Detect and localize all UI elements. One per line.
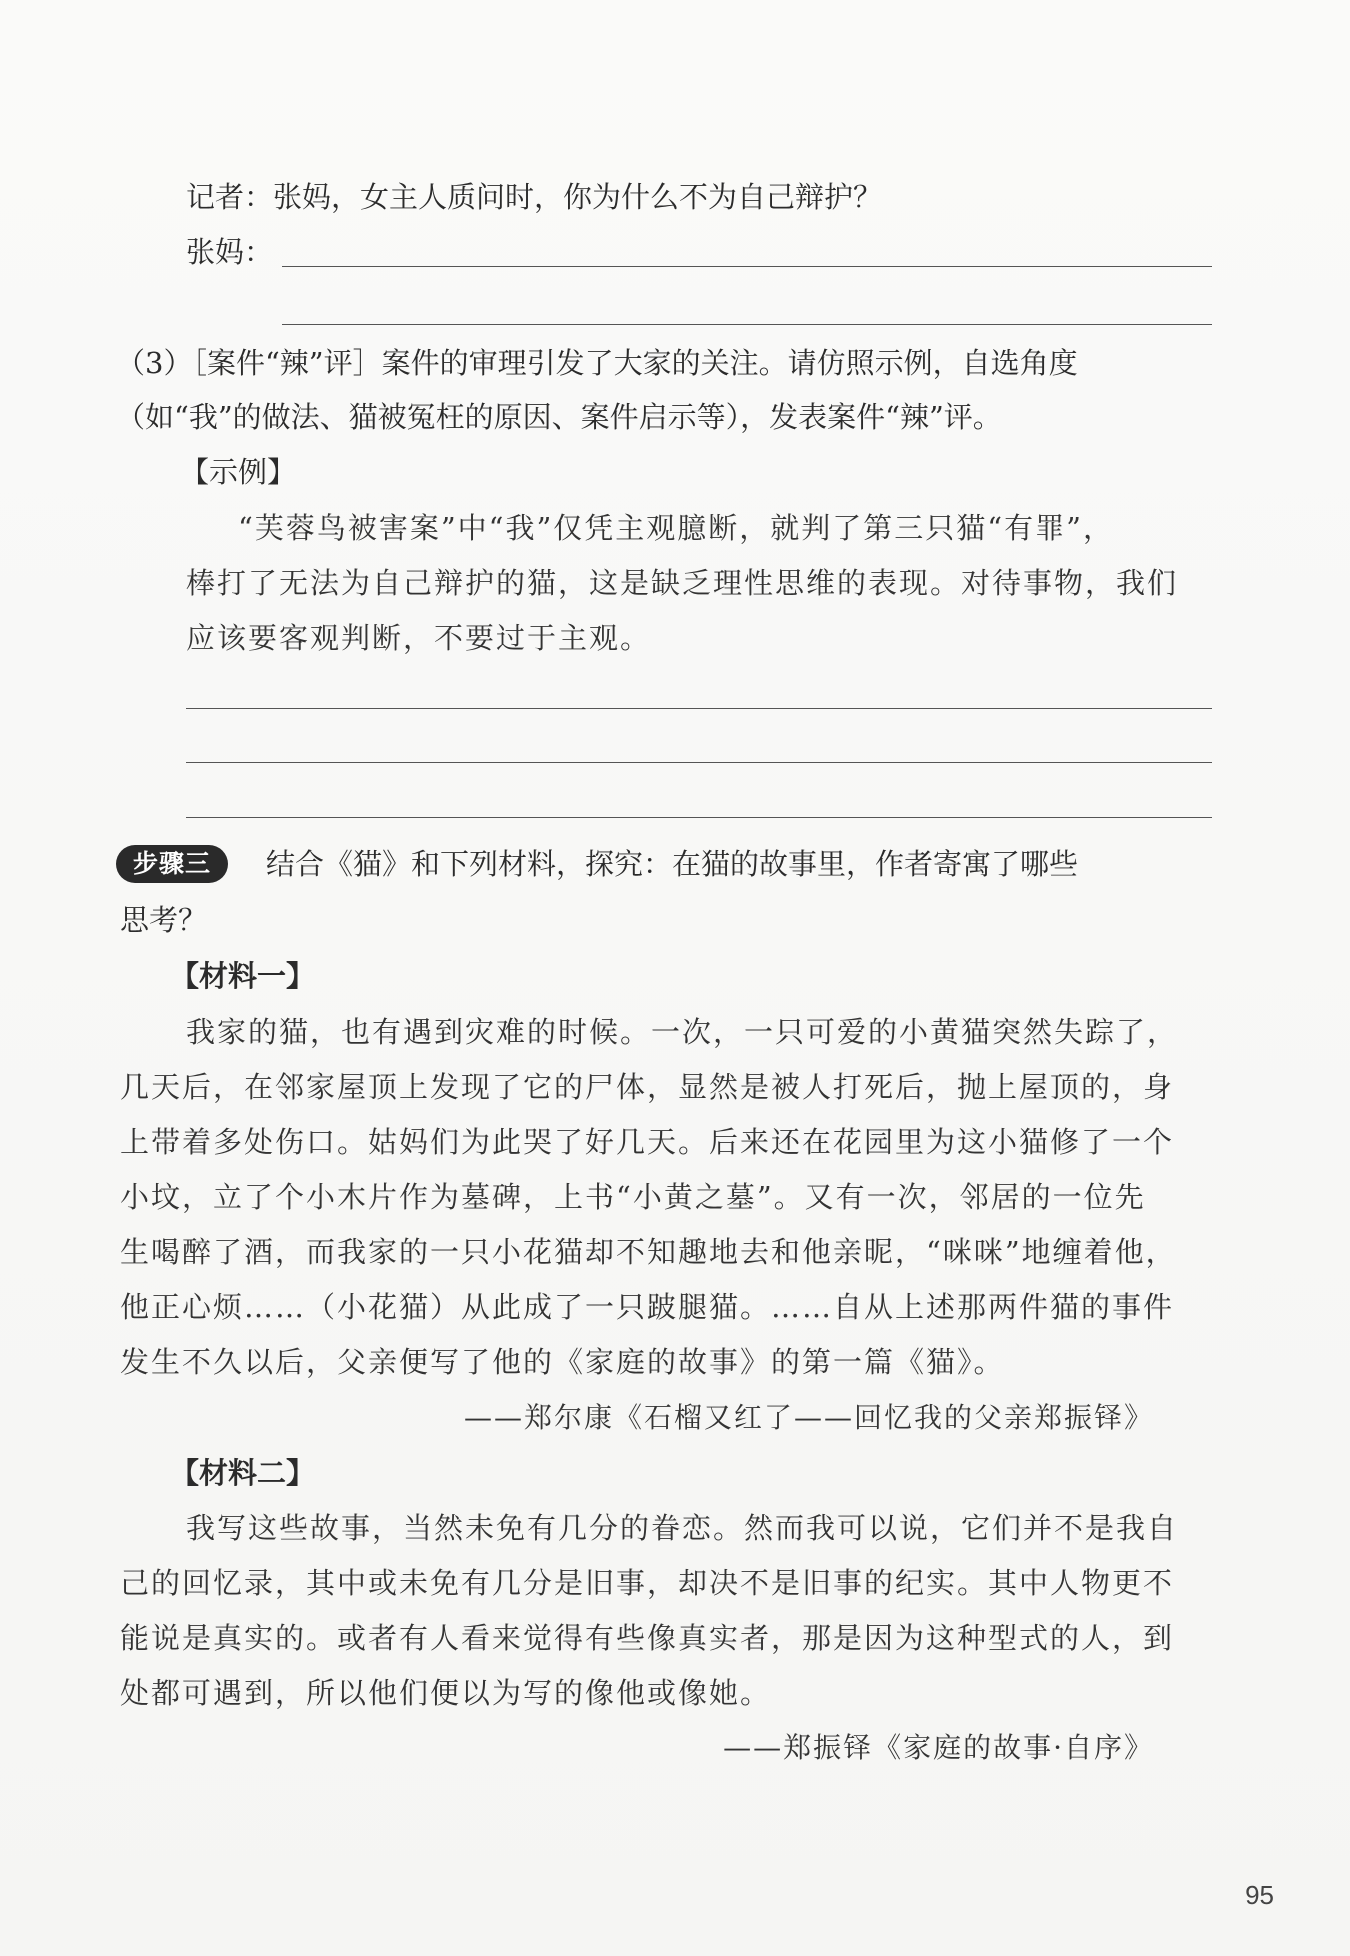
zhangma-label: 张妈： [186, 235, 274, 269]
step3-prompt-line2: 思考？ [120, 903, 208, 937]
material1-line: 发生不久以后，父亲便写了他的《家庭的故事》的第一篇《猫》。 [120, 1345, 1005, 1379]
material2-source: ——郑振铎《家庭的故事·自序》 [723, 1731, 1154, 1764]
material2-line: 处都可遇到，所以他们便以为写的像他或像她。 [120, 1676, 772, 1710]
material1-line: 生喝醉了酒，而我家的一只小花猫却不知趣地去和他亲昵，“咪咪”地缠着他， [120, 1235, 1177, 1269]
example-text-line: “芙蓉鸟被害案”中“我”仅凭主观臆断，就判了第三只猫“有罪”， [238, 511, 1114, 545]
example-text-line: 应该要客观判断，不要过于主观。 [186, 621, 652, 655]
material2-label: 【材料二】 [170, 1456, 316, 1490]
example-label: 【示例】 [180, 455, 297, 489]
answer-blank-line[interactable] [282, 266, 1212, 267]
material1-line: 小坟，立了个小木片作为墓碑，上书“小黄之墓”。又有一次，邻居的一位先 [120, 1180, 1146, 1214]
material2-line: 己的回忆录，其中或未免有几分是旧事，却决不是旧事的纪实。其中人物更不 [120, 1566, 1175, 1600]
step-three-badge: 步骤三 [116, 845, 228, 883]
answer-blank-line[interactable] [282, 324, 1212, 325]
question3-prompt-line2: （如“我”的做法、猫被冤枉的原因、案件启示等），发表案件“辣”评。 [116, 400, 1002, 434]
material1-line: 我家的猫，也有遇到灾难的时候。一次，一只可爱的小黄猫突然失踪了， [186, 1015, 1179, 1049]
material1-label: 【材料一】 [170, 959, 316, 993]
reporter-question: 记者：张妈，女主人质问时，你为什么不为自己辩护？ [186, 180, 883, 214]
question3-prompt-line1: （3）［案件“辣”评］案件的审理引发了大家的关注。请仿照示例，自选角度 [116, 346, 1078, 380]
material1-line: 上带着多处伤口。姑妈们为此哭了好几天。后来还在花园里为这小猫修了一个 [120, 1125, 1175, 1159]
step3-prompt-line1: 结合《猫》和下列材料，探究：在猫的故事里，作者寄寓了哪些 [266, 847, 1079, 881]
material1-line: 他正心烦……（小花猫）从此成了一只跛腿猫。……自从上述那两件猫的事件 [120, 1290, 1175, 1324]
material2-line: 能说是真实的。或者有人看来觉得有些像真实者，那是因为这种型式的人，到 [120, 1621, 1175, 1655]
material1-line: 几天后，在邻家屋顶上发现了它的尸体，显然是被人打死后，抛上屋顶的，身 [120, 1070, 1175, 1104]
page-number: 95 [1245, 1880, 1274, 1910]
example-text-line: 棒打了无法为自己辩护的猫，这是缺乏理性思维的表现。对待事物，我们 [186, 566, 1179, 600]
material2-line: 我写这些故事，当然未免有几分的眷恋。然而我可以说，它们并不是我自 [186, 1511, 1179, 1545]
answer-blank-line[interactable] [186, 762, 1212, 763]
answer-blank-line[interactable] [186, 708, 1212, 709]
answer-blank-line[interactable] [186, 817, 1212, 818]
material1-source: ——郑尔康《石榴又红了——回忆我的父亲郑振铎》 [463, 1401, 1154, 1434]
